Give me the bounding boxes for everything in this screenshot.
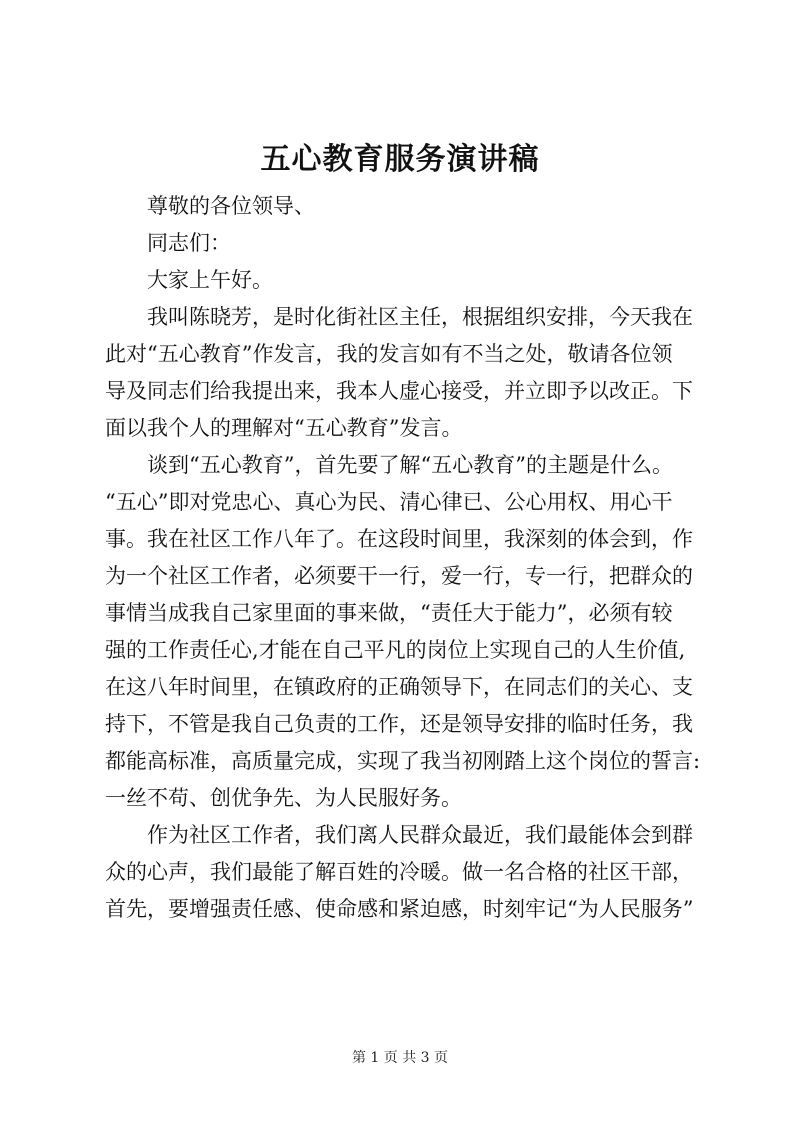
paragraph-line: “五心”即对党忠心、真心为民、清心律已、公心用权、用心干 (105, 490, 673, 514)
paragraph-line: 强的工作责任心,才能在自己平凡的岗位上实现自己的人生价值, (105, 638, 686, 662)
paragraph-line: 在这八年时间里，在镇政府的正确领导下，在同志们的关心、支 (105, 675, 693, 699)
paragraph-line: 都能高标准，高质量完成，实现了我当初刚踏上这个岗位的誓言: (105, 749, 701, 773)
greeting-line: 大家上午好。 (147, 268, 273, 292)
paragraph-line: 为一个社区工作者，必须要干一行，爱一行，专一行，把群众的 (105, 564, 693, 588)
paragraph-line: 导及同志们给我提出来，我本人虚心接受，并立即予以改正。下 (105, 379, 693, 403)
document-body (105, 188, 705, 928)
paragraph-line: 此对“五心教育”作发言，我的发言如有不当之处，敬请各位领 (105, 342, 673, 366)
paragraph-line: 持下，不管是我自己负责的工作，还是领导安排的临时任务，我 (105, 712, 693, 736)
paragraph-line: 首先，要增强责任感、使命感和紧迫感，时刻牢记“为人民服务” (105, 897, 694, 921)
paragraph-line: 众的心声，我们最能了解百姓的冷暖。做一名合格的社区干部， (105, 860, 693, 884)
paragraph-line: 我叫陈晓芳，是时化街社区主任，根据组织安排，今天我在 (147, 305, 693, 329)
paragraph-line: 事。我在社区工作八年了。在这段时间里，我深刻的体会到，作 (105, 527, 693, 551)
paragraph-line: 一丝不苟、创优争先、为人民服好务。 (105, 786, 462, 810)
salutation-line: 同志们： (147, 231, 231, 255)
paragraph-line: 面以我个人的理解对“五心教育”发言。 (105, 416, 463, 440)
document-title: 五心教育服务演讲稿 (260, 142, 540, 177)
page-number-footer: 第 1 页 共 3 页 (351, 1050, 449, 1066)
paragraph-line: 作为社区工作者，我们离人民群众最近，我们最能体会到群 (147, 823, 693, 847)
paragraph-line: 谈到“五心教育”，首先要了解“五心教育”的主题是什么。 (147, 453, 673, 477)
paragraph-line: 事情当成我自己家里面的事来做，“责任大于能力”，必须有较 (105, 601, 673, 625)
salutation-line: 尊敬的各位领导、 (147, 194, 315, 218)
